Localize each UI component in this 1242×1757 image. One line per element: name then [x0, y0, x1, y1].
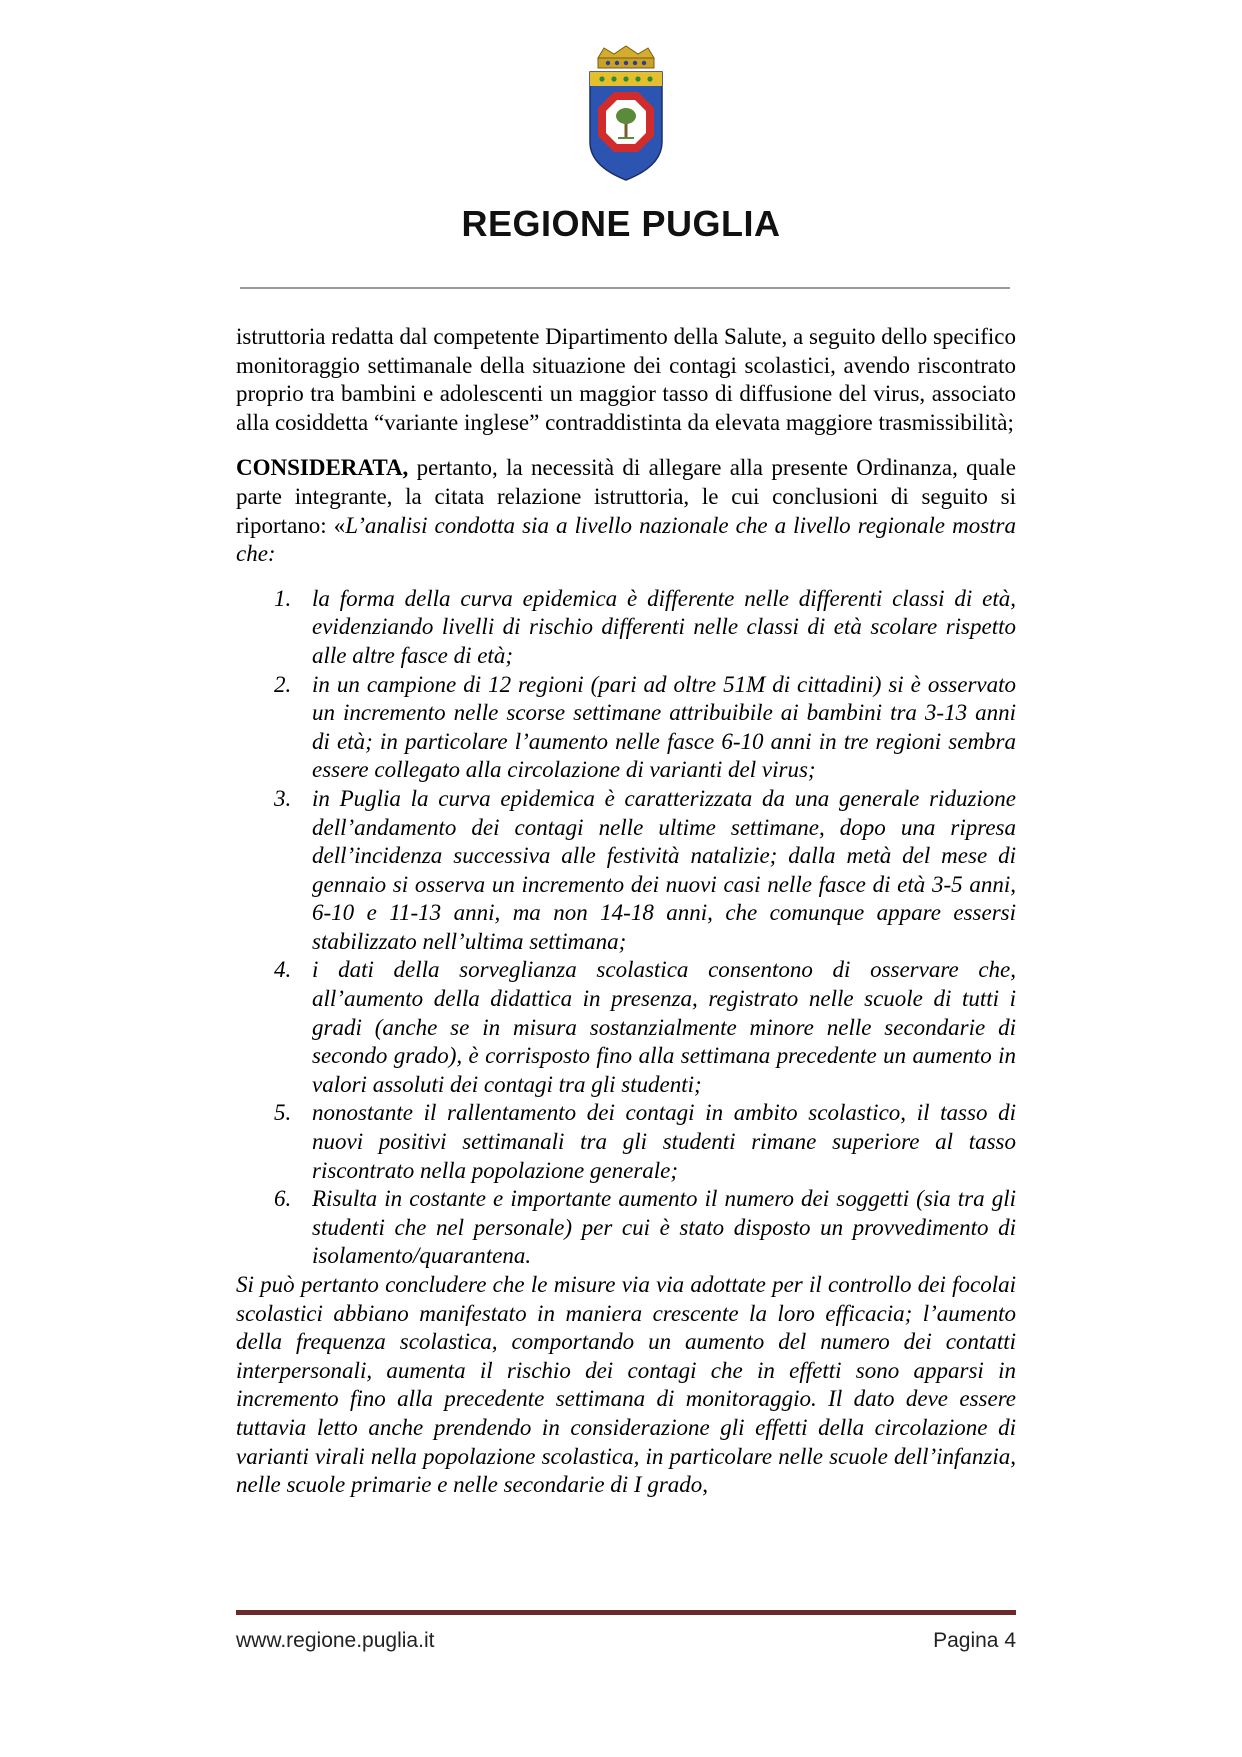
list-item-number: 2.	[274, 671, 292, 697]
list-item	[236, 671, 1016, 785]
list-item	[236, 1099, 1016, 1185]
list-item-number: 3.	[274, 785, 292, 811]
list-item	[236, 785, 1016, 957]
footer-website: www.regione.puglia.it	[236, 1629, 435, 1652]
list-item-number: 1.	[274, 585, 292, 611]
list-item-text: in Puglia la curva epidemica è caratterizzata da una generale riduzione dell’andamento dei contagi nelle ultime settimane, dopo una ripresa dell’incidenza successiva alle festività natalizie; dalla metà del mese di gennaio si osserva un incremento dei nuovi casi nelle fasce di età 3-5 anni, 6-10 e 11-13 anni, ma non 14-18 anni, che comunque appare essersi stabilizzato nell’ultima settimana;	[312, 785, 1016, 954]
list-item-text: la forma della curva epidemica è differente nelle differenti classi di età, evidenziando livelli di rischio differenti nelle classi di età scolare rispetto alle altre fasce di età;	[312, 585, 1016, 668]
list-item	[236, 585, 1016, 671]
list-item-number: 5.	[274, 1100, 292, 1126]
regione-puglia-coat-of-arms-icon	[586, 44, 666, 184]
list-item	[236, 956, 1016, 1099]
list-item-text: i dati della sorveglianza scolastica consentono di osservare che, all’aumento della didattica in presenza, registrato nelle scuole di tutti i gradi (anche se in misura sostanzialmente minore nelle secondarie di secondo grado), è corrisposto fino alla settimana precedente un aumento in valori assoluti dei contagi tra gli studenti;	[312, 957, 1016, 1097]
page-number: Pagina 4	[933, 1629, 1016, 1652]
list-item-text: in un campione di 12 regioni (pari ad oltre 51M di cittadini) si è osservato un incremento nelle scorse settimane attribuibile ai bambini tra 3-13 anni di età; in particolare l’aumento nelle fasce 6-10 anni in tre regioni sembra essere collegato alla circolazione di varianti del virus;	[312, 671, 1016, 783]
list-item	[236, 1185, 1016, 1271]
findings-list	[236, 585, 1016, 1271]
list-item-number: 4.	[274, 957, 292, 983]
paragraph-considerata	[236, 454, 1016, 568]
document-body	[236, 323, 1016, 1500]
region-name-title: REGIONE PUGLIA	[461, 203, 781, 244]
header-divider	[240, 287, 1010, 289]
considerata-quote: L’analisi condotta sia a livello nazionale che a livello regionale mostra che:	[236, 512, 1016, 567]
paragraph-conclusion: Si può pertanto concludere che le misure via via adottate per il controllo dei focolai scolastici abbiano manifestato in maniera crescente la loro efficacia; l’aumento della frequenza scolastica, comportando un aumento del numero dei contatti interpersonali, aumenta il rischio dei contagi che in effetti sono apparsi in incremento fino alla precedente settimana di monitoraggio. Il dato deve essere tuttavia letto anche prendendo in considerazione gli effetti della circolazione di varianti virali nella popolazione scolastica, in particolare nelle scuole dell’infanzia, nelle scuole primarie e nelle secondarie di I grado,	[236, 1272, 1016, 1498]
considerata-lead: CONSIDERATA,	[236, 455, 409, 481]
footer-divider	[236, 1610, 1016, 1615]
list-item-text: Risulta in costante e importante aumento il numero dei soggetti (sia tra gli studenti che nel personale) per cui è stato disposto un provvedimento di isolamento/quarantena.	[312, 1186, 1016, 1269]
paragraph-istruttoria: istruttoria redatta dal competente Dipartimento della Salute, a seguito dello specifico monitoraggio settimanale della situazione dei contagi scolastici, avendo riscontrato proprio tra bambini e adolescenti un maggior tasso di diffusione del virus, associato alla cosiddetta “variante inglese” contraddistinta da elevata maggiore trasmissibilità;	[236, 324, 1016, 435]
list-item-text: nonostante il rallentamento dei contagi in ambito scolastico, il tasso di nuovi positivi settimanali tra gli studenti rimane superiore al tasso riscontrato nella popolazione generale;	[312, 1100, 1016, 1183]
list-item-number: 6.	[274, 1186, 292, 1212]
page-header	[0, 0, 1242, 290]
considerata-text: pertanto, la necessità di allegare alla presente Ordinanza, quale parte integrante, la citata relazione istruttoria, le cui conclusioni di seguito si riportano: «	[236, 455, 1016, 538]
